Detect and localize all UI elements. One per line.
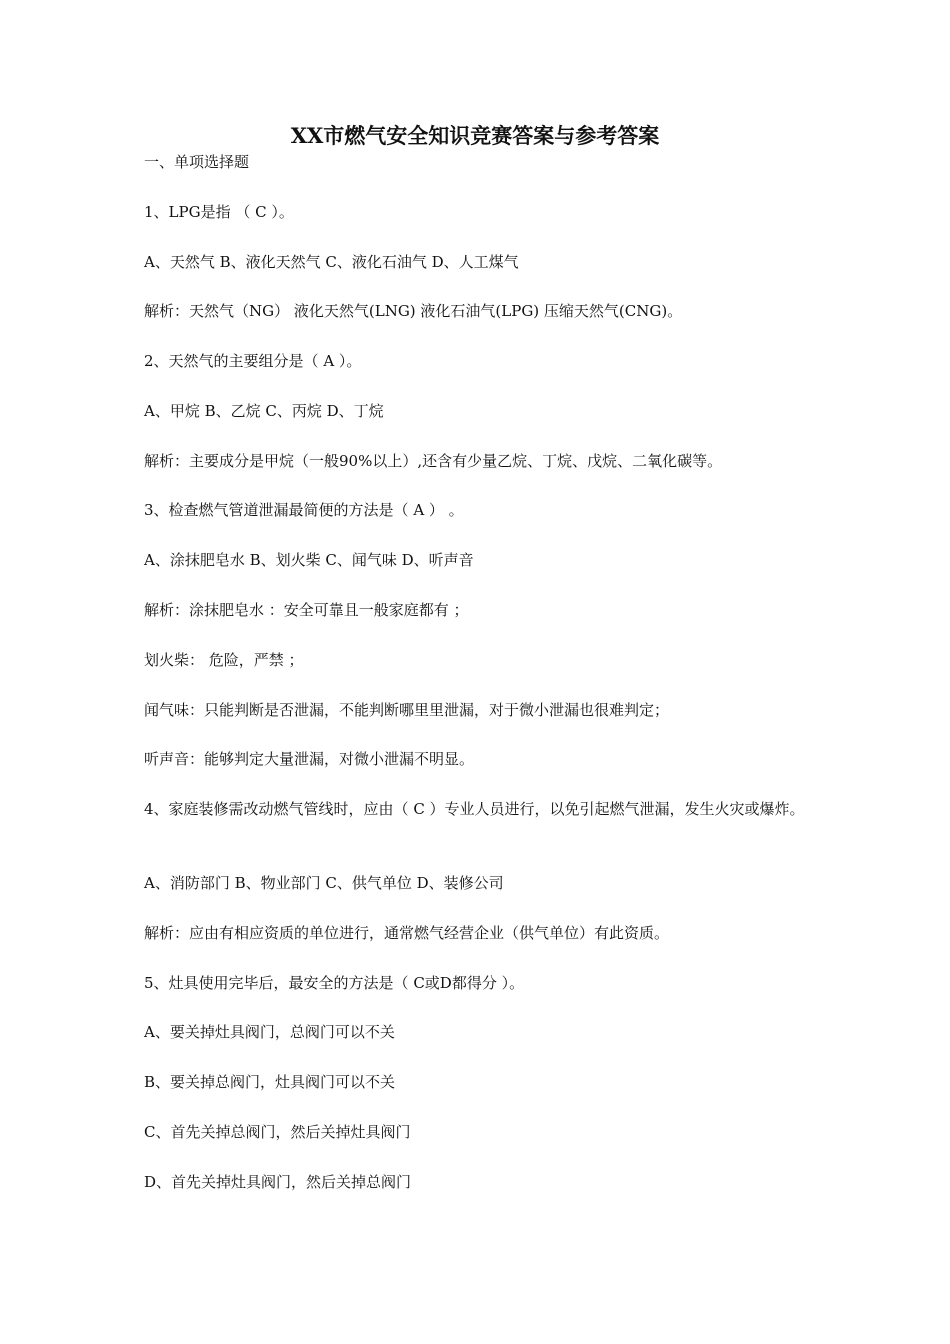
question-3-explanation-line: 划火柴： 危险，严禁 ；: [144, 651, 304, 669]
question-4: 4、家庭装修需改动燃气管线时，应由（ C ）专业人员进行，以免引起燃气泄漏，发生火灾或爆炸。: [144, 800, 805, 818]
question-5-option-d: D、首先关掉灶具阀门，然后关掉总阀门: [144, 1173, 412, 1191]
question-4-explanation: 解析：应由有相应资质的单位进行，通常燃气经营企业（供气单位）有此资质。: [144, 924, 670, 942]
question-1: 1、LPG是指 （ C ）。: [144, 203, 294, 221]
question-3-explanation-line: 闻气味：只能判断是否泄漏，不能判断哪里里泄漏，对于微小泄漏也很难判定；: [144, 701, 670, 719]
question-2-options: A、甲烷 B、乙烷 C、丙烷 D、丁烷: [144, 402, 384, 420]
question-2-explanation: 解析：主要成分是甲烷（一般90%以上）,还含有少量乙烷、丁烷、戊烷、二氧化碳等。: [144, 452, 723, 470]
question-3-explanation-line: 听声音：能够判定大量泄漏，对微小泄漏不明显。: [144, 750, 475, 768]
question-1-options: A、天然气 B、液化天然气 C、液化石油气 D、人工煤气: [144, 253, 519, 271]
question-5-option-b: B、要关掉总阀门，灶具阀门可以不关: [144, 1073, 396, 1091]
question-5: 5、灶具使用完毕后，最安全的方法是（ C或D都得分 ）。: [144, 974, 525, 992]
question-5-option-c: C、首先关掉总阀门，然后关掉灶具阀门: [144, 1123, 411, 1141]
question-3-explanation: 解析：涂抹肥皂水 ：安全可靠且一般家庭都有 ；: [144, 601, 469, 619]
document-title: XX市燃气安全知识竞赛答案与参考答案: [290, 123, 660, 148]
section-heading: 一、单项选择题: [144, 153, 250, 171]
question-2: 2、天然气的主要组分是（ A ）。: [144, 352, 362, 370]
question-5-option-a: A、要关掉灶具阀门，总阀门可以不关: [144, 1023, 395, 1041]
question-3: 3、检查燃气管道泄漏最简便的方法是（ A ） 。: [144, 501, 464, 519]
question-4-options: A、消防部门 B、物业部门 C、供气单位 D、装修公司: [144, 874, 504, 892]
question-3-options: A、涂抹肥皂水 B、划火柴 C、闻气味 D、听声音: [144, 551, 474, 569]
question-1-explanation: 解析：天然气（NG） 液化天然气(LNG) 液化石油气(LPG) 压缩天然气(CNG)。: [144, 302, 683, 320]
